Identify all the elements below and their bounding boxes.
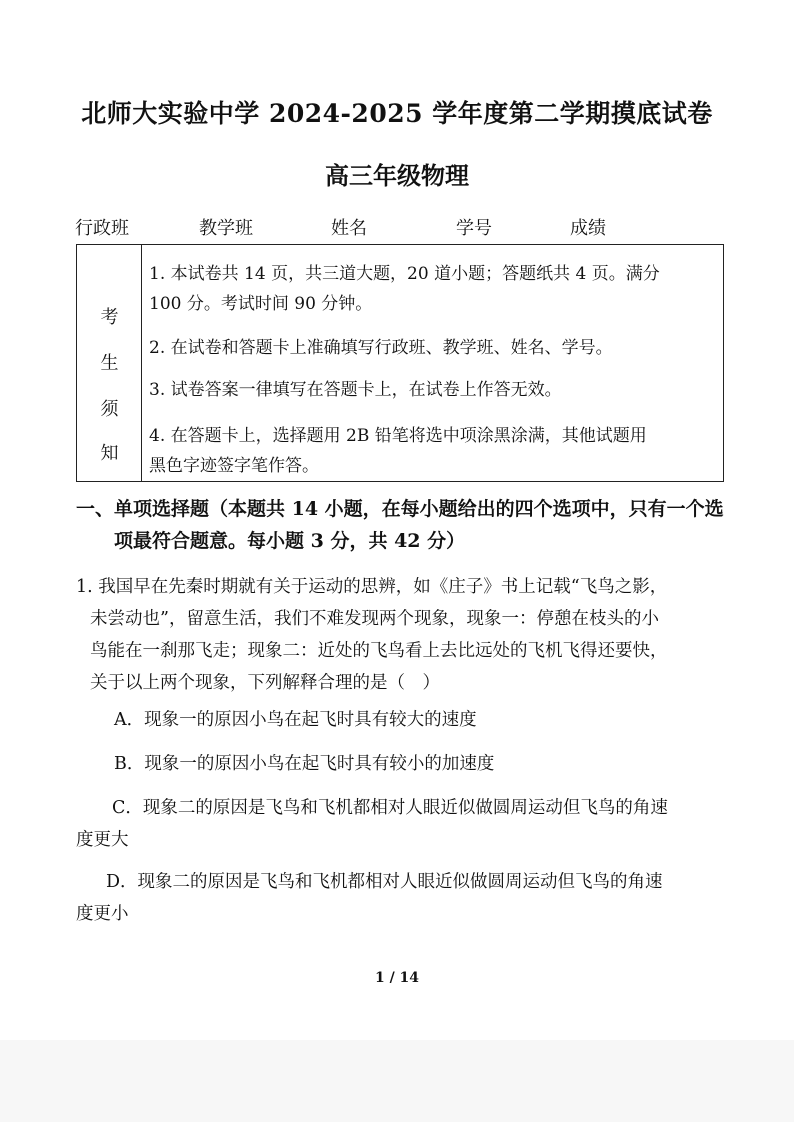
section-heading xyxy=(76,493,736,557)
option-c-line-1: C．现象二的原因是飞鸟和飞机都相对人眼近似做圆周运动但飞鸟的角速 xyxy=(112,798,668,818)
exam-subtitle: 高三年级物理 xyxy=(325,161,469,190)
question-1-option-c xyxy=(76,792,726,856)
question-1-line: 关于以上两个现象，下列解释合理的是（ ） xyxy=(90,673,440,693)
question-1-option-b: B．现象一的原因小鸟在起飞时具有较小的加速度 xyxy=(114,754,495,774)
notice-item-1: 1. 本试卷共 14 页，共三道大题，20 道小题；答题纸共 4 页。满分 xyxy=(149,264,660,284)
notice-item-1-cont: 100 分。考试时间 90 分钟。 xyxy=(149,294,373,314)
notice-item-4: 4. 在答题卡上，选择题用 2B 铅笔将选中项涂黑涂满，其他试题用 xyxy=(149,426,647,446)
exam-title: 北师大实验中学 2024-2025 学年度第二学期摸底试卷 xyxy=(81,99,713,128)
question-1-option-a: A．现象一的原因小鸟在起飞时具有较大的速度 xyxy=(114,710,477,730)
option-c-line-2: 度更大 xyxy=(76,830,129,850)
info-field-student-id: 学号 xyxy=(456,218,492,239)
option-d-line-2: 度更小 xyxy=(76,904,129,924)
notice-label-char: 考 xyxy=(100,307,119,328)
notice-label-char: 生 xyxy=(100,353,119,374)
notice-item-2: 2. 在试卷和答题卡上准确填写行政班、教学班、姓名、学号。 xyxy=(149,338,613,358)
notice-label-char: 须 xyxy=(100,399,119,420)
question-1-line: 鸟能在一刹那飞走；现象二：近处的飞鸟看上去比远处的飞机飞得还要快， xyxy=(90,641,668,661)
info-field-name: 姓名 xyxy=(331,218,367,239)
info-field-score: 成绩 xyxy=(570,218,606,239)
section-heading-line-2: 项最符合题意。每小题 3 分，共 42 分） xyxy=(114,530,466,552)
notice-item-3: 3. 试卷答案一律填写在答题卡上，在试卷上作答无效。 xyxy=(149,380,562,400)
question-1-stem xyxy=(76,571,726,699)
page-bottom-margin xyxy=(0,1040,794,1122)
info-field-admin-class: 行政班 xyxy=(75,218,129,239)
info-field-teaching-class: 教学班 xyxy=(199,218,253,239)
page-number: 1 / 14 xyxy=(374,970,420,986)
section-heading-line-1: 一、单项选择题（本题共 14 小题，在每小题给出的四个选项中，只有一个选 xyxy=(76,498,724,520)
notice-label xyxy=(77,245,142,481)
exam-notice-box xyxy=(76,244,724,482)
notice-label-char: 知 xyxy=(100,443,119,464)
notice-item-4-cont: 黑色字迹签字笔作答。 xyxy=(149,456,319,476)
question-1-line: 1. 我国早在先秦时期就有关于运动的思辨，如《庄子》书上记载“飞鸟之影， xyxy=(76,577,668,597)
option-d-line-1: D．现象二的原因是飞鸟和飞机都相对人眼近似做圆周运动但飞鸟的角速 xyxy=(106,872,663,892)
question-1-line: 未尝动也”，留意生活，我们不难发现两个现象，现象一：停憩在枝头的小 xyxy=(90,609,659,629)
question-1-option-d xyxy=(76,866,726,930)
